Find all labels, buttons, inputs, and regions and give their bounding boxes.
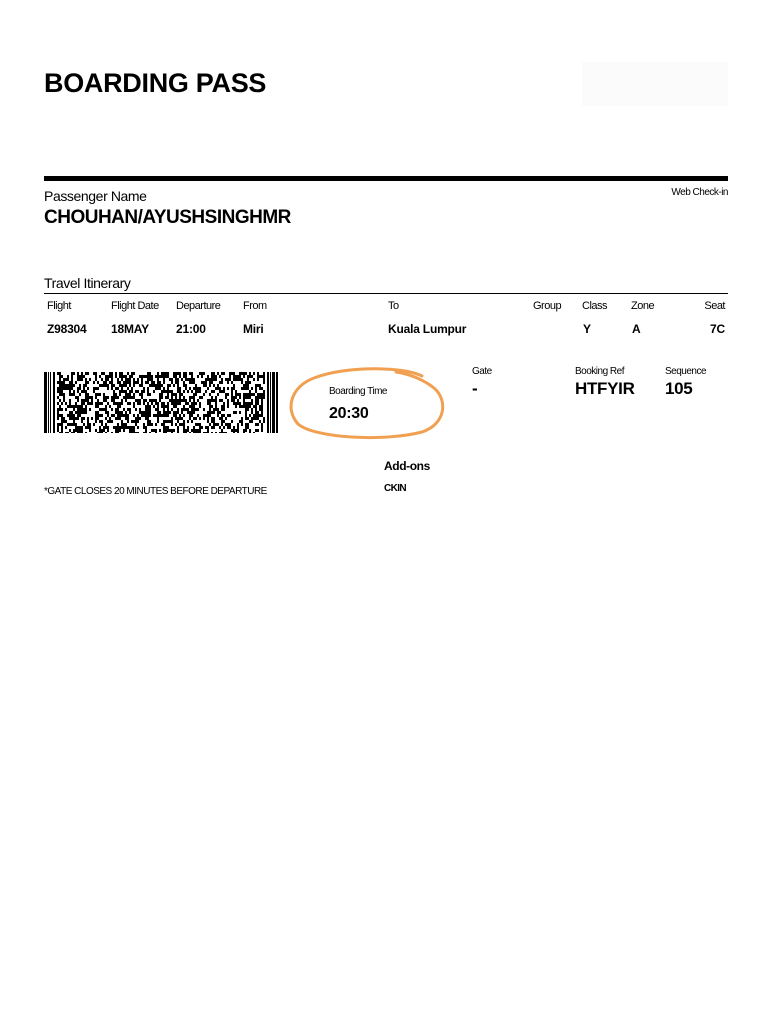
col-header-from: From [243, 300, 267, 312]
passenger-name-value: CHOUHAN/AYUSHSINGHMR [44, 207, 291, 228]
barcode [44, 372, 278, 433]
flight-number: Z98304 [47, 322, 87, 336]
col-header-flight-date: Flight Date [111, 300, 159, 312]
gate-label: Gate [472, 366, 492, 377]
booking-ref-label: Booking Ref [575, 366, 624, 377]
zone-value: A [632, 322, 641, 336]
col-header-flight: Flight [47, 300, 71, 312]
seat-value: 7C [710, 322, 725, 336]
airline-logo [582, 62, 728, 106]
col-header-group: Group [533, 300, 562, 312]
col-header-zone: Zone [631, 300, 655, 312]
col-header-to: To [388, 300, 399, 312]
addons-label: Add-ons [384, 459, 430, 473]
boarding-time-value: 20:30 [329, 405, 369, 422]
page-title: BOARDING PASS [44, 68, 267, 98]
origin-city: Miri [243, 322, 264, 336]
boarding-time-highlight [284, 364, 448, 442]
itinerary-label: Travel Itinerary [44, 275, 131, 291]
gate-closing-notice: *GATE CLOSES 20 MINUTES BEFORE DEPARTURE [44, 486, 267, 497]
col-header-seat: Seat [704, 300, 725, 312]
col-header-class: Class [582, 300, 608, 312]
class-value: Y [583, 322, 591, 336]
header-divider [44, 176, 728, 181]
checkin-type: Web Check-in [671, 187, 728, 198]
sequence-label: Sequence [665, 366, 707, 377]
itinerary-divider [44, 293, 728, 294]
flight-date: 18MAY [111, 322, 149, 336]
passenger-name-label: Passenger Name [44, 188, 147, 204]
destination-city: Kuala Lumpur [388, 322, 467, 336]
booking-ref-value: HTFYIR [575, 379, 635, 398]
gate-value: - [472, 379, 478, 398]
boarding-time-label: Boarding Time [329, 386, 387, 397]
departure-time: 21:00 [176, 322, 206, 336]
col-header-departure: Departure [176, 300, 221, 312]
addons-value: CKIN [384, 483, 407, 494]
sequence-value: 105 [665, 379, 693, 398]
